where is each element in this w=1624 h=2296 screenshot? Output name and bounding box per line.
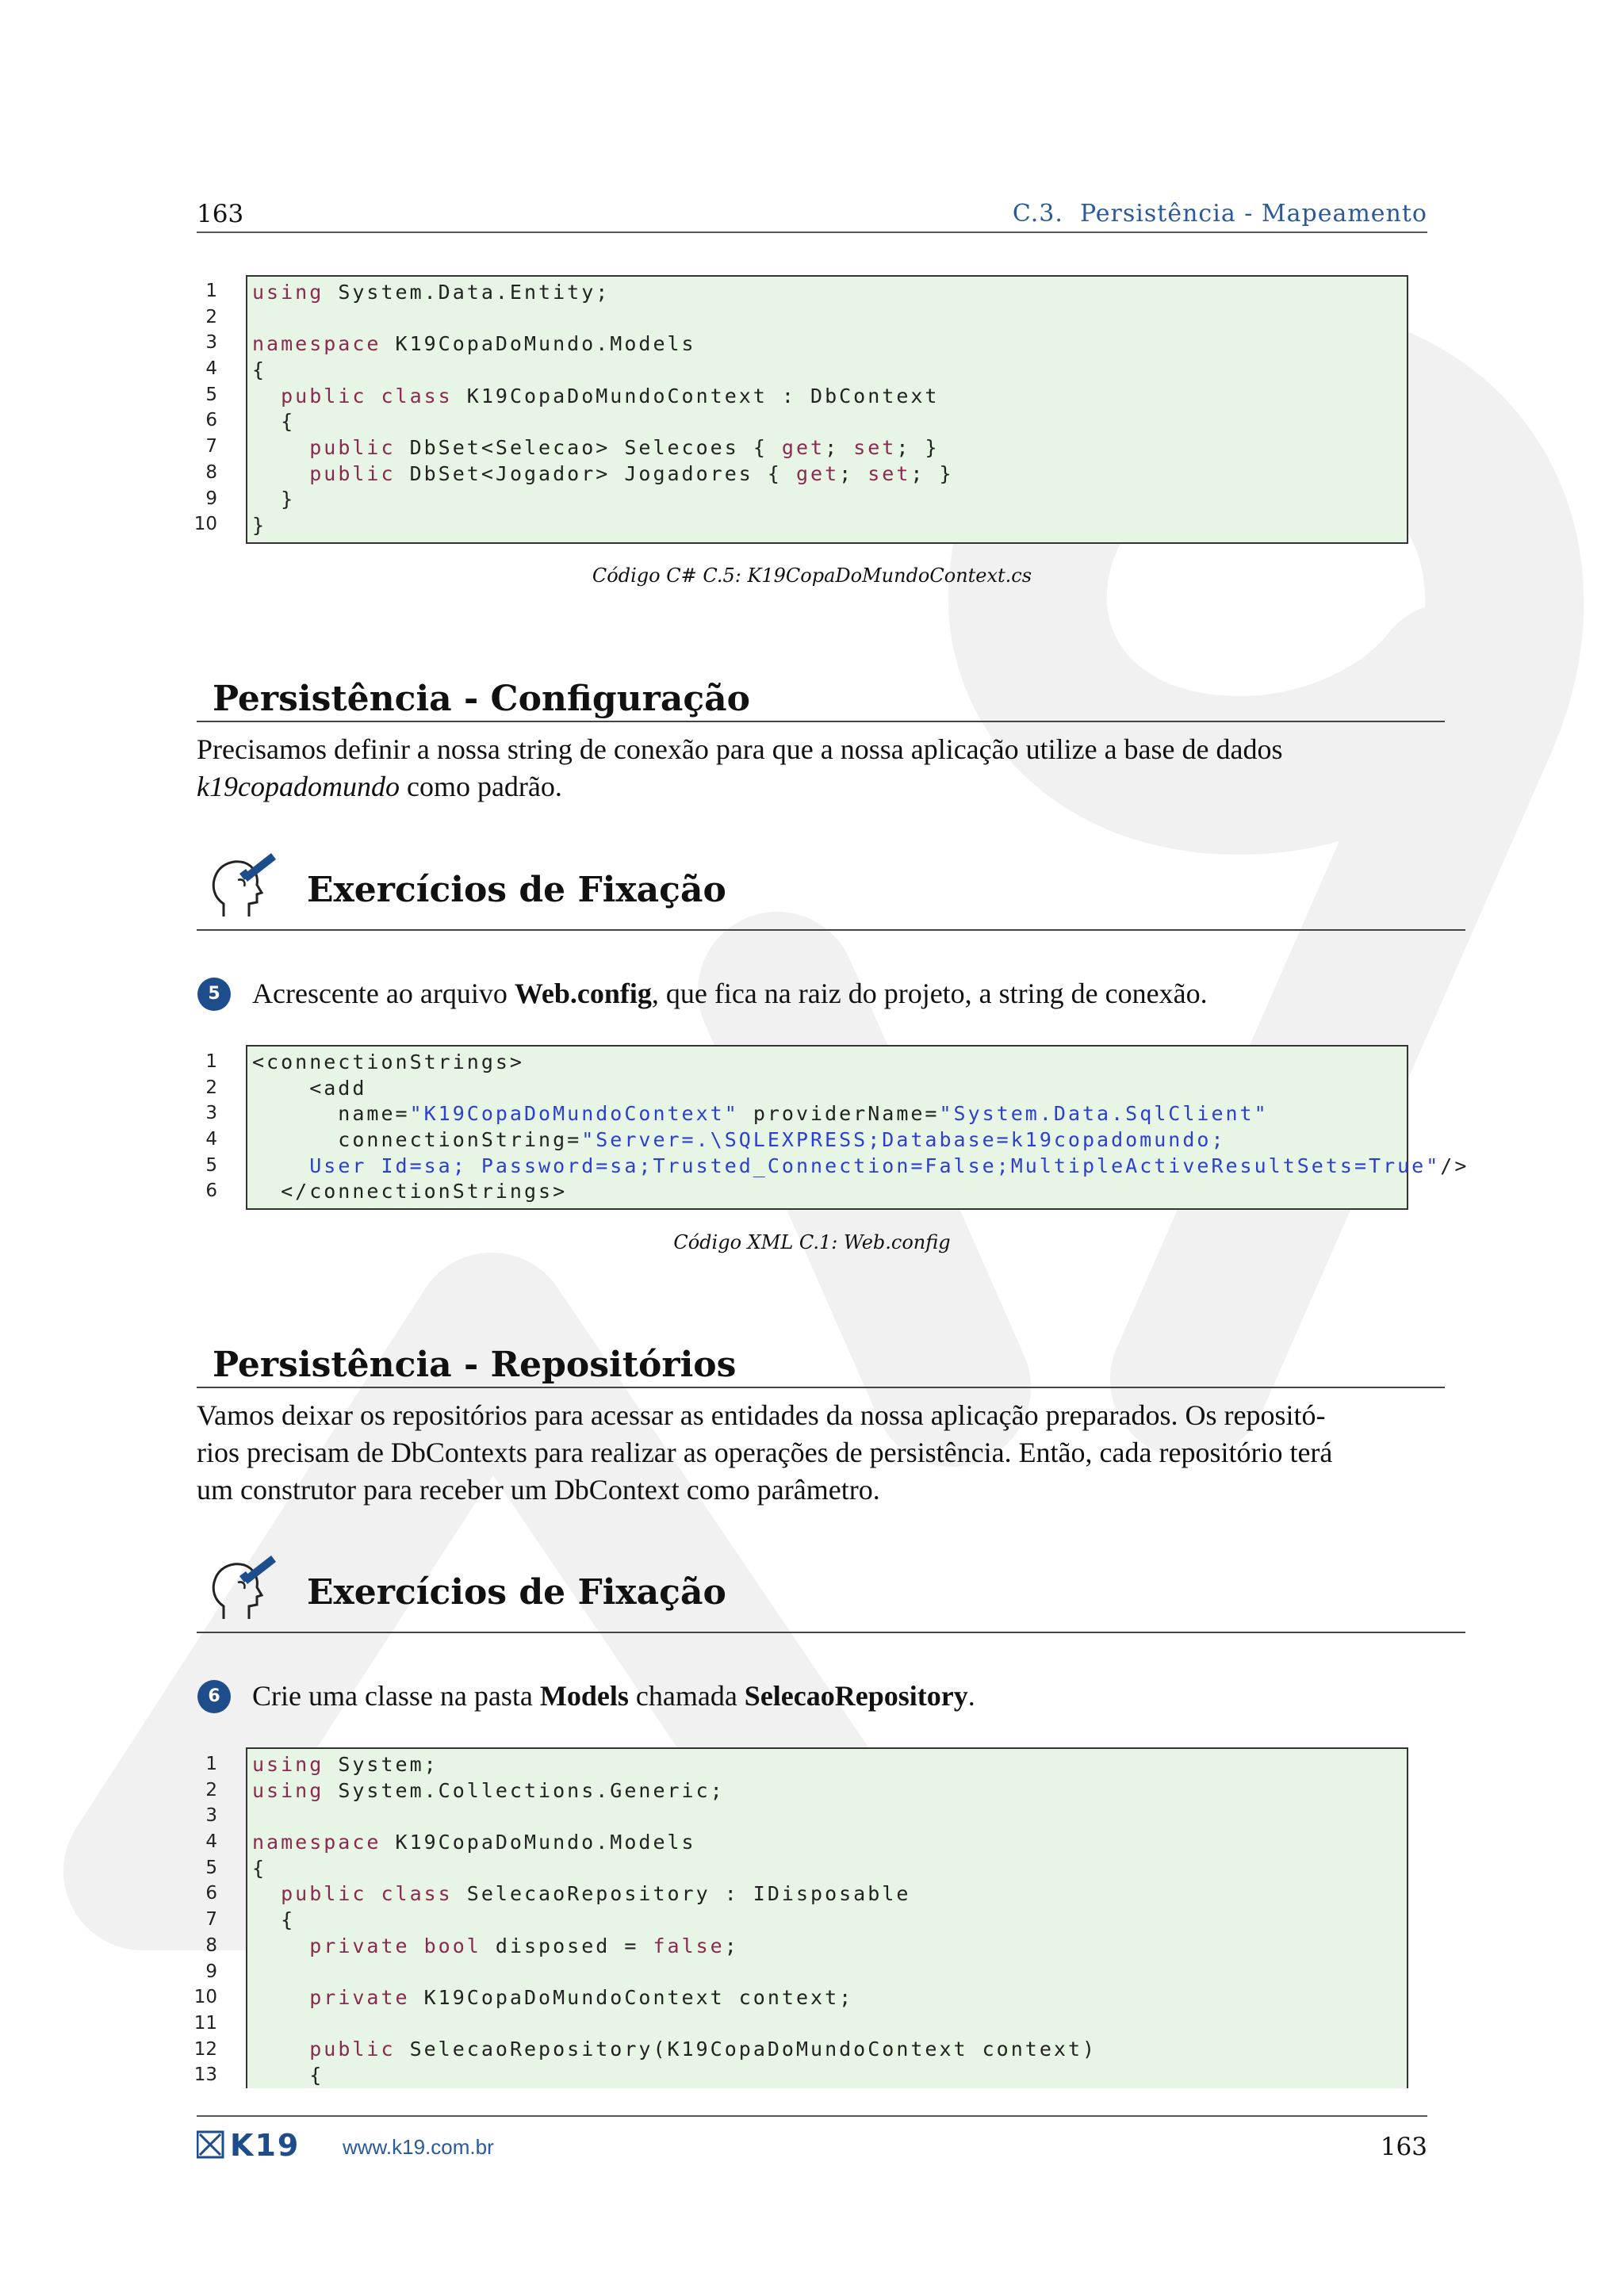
section2-paragraph: Vamos deixar os repositórios para acessar as entidades da nossa aplicação preparados. Os repositó- rios precisam de DbContexts para realizar as operações de persistência. Então, cada repositório terá um construtor para receber um DbContext como parâmetro. bbox=[197, 1399, 1333, 1506]
code1-line-numbers: 1 2 3 4 5 6 7 8 9 10 bbox=[193, 281, 217, 535]
exercise-rule-2 bbox=[197, 1632, 1465, 1633]
code2-caption: Código XML C.1: Web.config bbox=[673, 1231, 951, 1253]
exercise-rule-1 bbox=[197, 929, 1465, 931]
exercise-number-badge: 6 bbox=[197, 1680, 231, 1713]
exercise-heading-2: Exercícios de Fixação bbox=[307, 1572, 726, 1613]
exercise-number-badge: 5 bbox=[197, 978, 231, 1011]
exercise5-text: Acrescente ao arquivo Web.config, que fica na raiz do projeto, a string de conexão. bbox=[252, 978, 1208, 1009]
db-name: k19copadomundo bbox=[197, 771, 400, 802]
code1-caption: Código C# C.5: K19CopaDoMundoContext.cs bbox=[592, 564, 1032, 587]
code-block-context-class: using System.Data.Entity; namespace K19CopaDoMundo.Models { public class K19CopaDoMundoContext : DbContext { public DbSet<Selecao> Selecoes { get; set; } public DbSet<Jogador> Jogadores { get; set; } } } bbox=[246, 275, 1408, 544]
footer-page-number: 163 bbox=[1380, 2133, 1427, 2161]
section-rule bbox=[197, 1387, 1445, 1388]
section1-paragraph: Precisamos definir a nossa string de conexão para que a nossa aplicação utilize a base de dados k19copadomundo como padrão. bbox=[197, 733, 1283, 802]
header-section-name: Persistência - Mapeamento bbox=[1079, 200, 1427, 228]
header-section-title bbox=[1013, 200, 1427, 228]
section-title-repositorios: Persistência - Repositórios bbox=[213, 1345, 737, 1385]
code-block-selecao-repository: using System; using System.Collections.Generic; namespace K19CopaDoMundo.Models { public class SelecaoRepository : IDisposable { private bool disposed = false; private K19CopaDoMundoContext context; public SelecaoRepository(K19CopaDoMundoContext context) { bbox=[246, 1747, 1408, 2088]
section-title-configuracao: Persistência - Configuração bbox=[213, 679, 751, 719]
code2-line-numbers: 1 2 3 4 5 6 bbox=[205, 1051, 217, 1202]
head-thinking-icon bbox=[208, 1554, 276, 1625]
section-rule bbox=[197, 721, 1445, 722]
footer-rule bbox=[197, 2115, 1427, 2117]
code-block-webconfig: <connectionStrings> <add name="K19CopaDoMundoContext" providerName="System.Data.SqlClient" connectionString="Server=.\SQLEXPRESS;Database=k19copadomundo; User Id=sa; Password=sa;Trusted_Connection=False;MultipleActiveResultSets=True"/> </connectionStrings> bbox=[246, 1045, 1408, 1210]
code3-line-numbers: 1 2 3 4 5 6 7 8 9 10 11 12 13 bbox=[193, 1754, 217, 2086]
exercise-heading-1: Exercícios de Fixação bbox=[307, 870, 726, 910]
header-section-prefix: C.3. bbox=[1012, 200, 1063, 228]
exercise6-text: Crie uma classe na pasta Models chamada SelecaoRepository. bbox=[252, 1680, 975, 1712]
header-rule bbox=[197, 232, 1427, 233]
svg-text:K19: K19 bbox=[230, 2130, 301, 2160]
header-page-number: 163 bbox=[197, 200, 244, 228]
footer-url-link[interactable]: www.k19.com.br bbox=[343, 2135, 494, 2159]
head-thinking-icon bbox=[208, 851, 276, 923]
k19-logo bbox=[197, 2130, 320, 2160]
